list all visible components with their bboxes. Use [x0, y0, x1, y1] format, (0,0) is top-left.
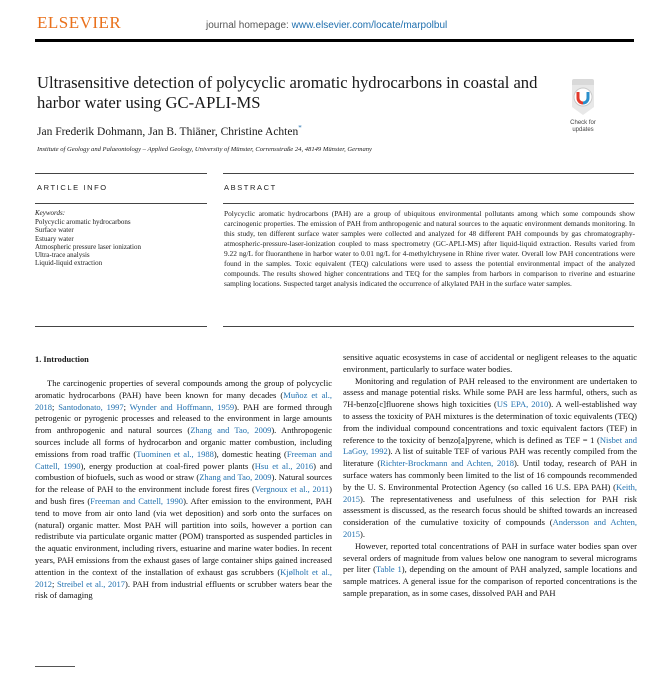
- text-run: ). PAH are formed through petrogenic or pyrogenic processes and released to the environment in large amounts from anthropogenic and natural sources (: [35, 401, 332, 436]
- citation-link[interactable]: Keith, 2015: [343, 481, 637, 504]
- text-run: ). Until today, research of PAH in surface waters has commonly been limited to the list of 16 compounds recommended by the U. S. Environmental Protection Agency (so called 16 U.S. EPA PAH) (: [343, 458, 637, 492]
- text-run: The carcinogenic properties of several compounds among the group of polycyclic aromatic hydrocarbons (PAH) have been known for many decades (: [35, 378, 332, 400]
- keywords-label: Keywords:: [35, 209, 66, 217]
- footnote-rule: [35, 666, 75, 667]
- affiliation: Institute of Geology and Palaeontology – Applied Geology, University of Münster, Corrensstraße 24, 48149 Münster, Germany: [37, 146, 372, 153]
- header-rule: [35, 39, 634, 42]
- citation-link[interactable]: Hsu et al., 2016: [254, 460, 314, 471]
- divider: [35, 326, 207, 327]
- citation-link[interactable]: Freeman and Cattell, 1990: [35, 448, 332, 471]
- text-run: ).: [360, 528, 365, 539]
- text-run: ). Natural sources for the release of PAH to the environment include forest fires (: [35, 472, 332, 495]
- intro-paragraph: [343, 541, 637, 600]
- text-run: sensitive aquatic ecosystems in case of accidental or negligent releases to the aquatic environment, particularly to surface water bodies.: [343, 352, 637, 374]
- citation-link[interactable]: Nisbet and LaGoy, 1992: [343, 434, 637, 457]
- citation-link[interactable]: Freeman and Cattell, 1990: [90, 495, 184, 506]
- homepage-label: journal homepage:: [206, 20, 289, 31]
- citation-link[interactable]: Wynder and Hoffmann, 1959: [129, 401, 235, 412]
- article-info-heading: ARTICLE INFO: [37, 183, 108, 192]
- text-run: ) and bush fires (: [35, 484, 332, 506]
- citation-link[interactable]: Muñoz et al., 2018: [35, 389, 333, 412]
- divider: [35, 203, 207, 204]
- text-run: ;: [123, 401, 130, 412]
- keyword-item: Polycyclic aromatic hydrocarbons: [35, 218, 131, 226]
- divider: [223, 326, 634, 327]
- text-run: ), depending on the amount of PAH analyzed, sample locations and sample matrices. A general issue for the comparison of reported concentrations is the sample preparation, as in some cases, dissolved PAH and PAH: [343, 564, 637, 598]
- text-run: ), energy production at coal-fired power plants (: [80, 460, 255, 471]
- keyword-item: Ultra-trace analysis: [35, 251, 90, 260]
- citation-link[interactable]: Zhang and Tao, 2009: [190, 425, 272, 436]
- divider: [35, 173, 207, 174]
- abstract-text: Polycyclic aromatic hydrocarbons (PAH) are a group of ubiquitous environmental pollutants among which some compounds show carcinogenic properties. The emission of PAH from anthropogenic and natural sources to the aquatic environment demands monitoring. In this study, ten different surface water samples were collected and analyzed for 48 different PAH compounds by gas chromatography-atmospheric-pressure-laser-ionization coupled to mass spectrometry (GC-APLI-MS) after liquid-liquid extraction. Results varied from 9.22 ng/L for fluoranthene in harbor water to 0.01 ng/L for 4-methylchrysene in Rhine river water. Overall low PAH concentrations were found in the samples. Toxic equivalent (TEQ) calculations were used to assess the potential environmental impact of the analyzed compounds. The results showed higher concentrations and TEQ for the samples from harbors in comparison to riverine and estuarine sampling locations. Suspected target analysis indicated the occurrence of alkylated PAH in the surface water samples.: [224, 209, 635, 288]
- keyword-item: Liquid-liquid extraction: [35, 259, 103, 268]
- divider: [223, 203, 634, 204]
- text-run: ). The representativeness and usefulness of this selection for PAH risk assessment is discussed, as the research focus should be shifted towards an increased consideration of the cumulative toxicity of compounds (: [343, 493, 637, 528]
- publisher-logo: ELSEVIER: [37, 13, 122, 32]
- text-run: ). After emission to the environment, PAH tend to move from air onto land (via wet deposition) and sorb onto the surfaces on (natural) organic matter. Most PAH will partition into soils, however a portion can redistribute via particulate organic matter (POM) transported as suspended particles in the aquatic environment, including rivers, estuarine and marine water bodies. In recent years, PAH emissions from the exhaust gases of large container ships gained increased attention in the context of the installation of exhaust gas scrubbers (: [35, 495, 333, 577]
- abstract-heading: ABSTRACT: [224, 183, 277, 192]
- homepage-link[interactable]: www.elsevier.com/locate/marpolbul: [291, 20, 448, 31]
- authors-text: Jan Frederik Dohmann, Jan B. Thiäner, Christine Achten: [37, 125, 299, 138]
- citation-link[interactable]: Richter-Brockmann and Achten, 2018: [380, 458, 514, 469]
- text-run: ;: [52, 578, 58, 589]
- citation-link[interactable]: Andersson and Achten, 2015: [343, 517, 637, 539]
- keywords-list: [35, 218, 141, 268]
- author-list: [37, 124, 302, 138]
- crossmark-label: Check for updates: [570, 120, 596, 133]
- keyword-item: Atmospheric pressure laser ionization: [35, 242, 141, 251]
- journal-homepage: [206, 20, 447, 31]
- crossmark-icon[interactable]: [570, 79, 596, 119]
- citation-link[interactable]: Vergnoux et al., 2011: [254, 484, 330, 495]
- text-run: ). A well-established way to assess the toxicity of PAH mixtures is the determination of toxic equivalents (TEQ) from the individual compound concentrations and toxic equivalent factors (TEF) in reference to the toxicity of benzo[a]pyrene, which is defined as TEF = 1 (: [343, 399, 637, 445]
- citation-link[interactable]: US EPA, 2010: [496, 399, 549, 410]
- keyword-item: Surface water: [35, 226, 74, 235]
- citation-link[interactable]: Zhang and Tao, 2009: [199, 472, 272, 483]
- intro-paragraph: [343, 352, 637, 376]
- intro-column-right: [343, 352, 637, 600]
- intro-paragraph: [343, 376, 637, 541]
- text-run: ). A list of suitable TEF of various PAH was recently compiled from the literature (: [343, 446, 637, 469]
- text-run: Monitoring and regulation of PAH released to the environment are undertaken to assess and manage potential risks. While some PAH are less harmful, others, such as 7H-benzo[c]fluorene shows high toxicities (: [343, 375, 637, 410]
- intro-paragraph-left: [35, 378, 332, 602]
- citation-link[interactable]: Table 1: [375, 564, 402, 575]
- text-run: However, reported total concentrations of PAH in surface water bodies span over several orders of magnitude from values below one nanogram to several micrograms per liter (: [343, 540, 637, 575]
- text-run: ), domestic heating (: [213, 448, 287, 459]
- text-run: ) and combustion of biofuels, such as wood or straw (: [35, 460, 332, 483]
- text-run: ;: [52, 401, 59, 412]
- text-run: ). Anthropogenic sources include all forms of hydrocarbon and organic matter combustion, including emissions from road traffic (: [35, 425, 332, 459]
- citation-link[interactable]: Streibel et al., 2017: [57, 578, 126, 589]
- paper-title: Ultrasensitive detection of polycyclic aromatic hydrocarbons in coastal and harbor water using GC-APLI-MS: [37, 73, 538, 112]
- keyword-item: Estuary water: [35, 234, 74, 243]
- text-run: ). PAH from industrial effluents or scrubber waters bear the risk of damaging: [35, 578, 332, 601]
- section-heading: 1. Introduction: [35, 355, 89, 364]
- citation-link[interactable]: Santodonato, 1997: [58, 401, 124, 412]
- divider: [223, 173, 634, 174]
- citation-link[interactable]: Tuominen et al., 1988: [136, 448, 214, 459]
- citation-link[interactable]: Kjølholt et al., 2012: [35, 566, 332, 589]
- corresponding-author-mark[interactable]: *: [298, 124, 302, 132]
